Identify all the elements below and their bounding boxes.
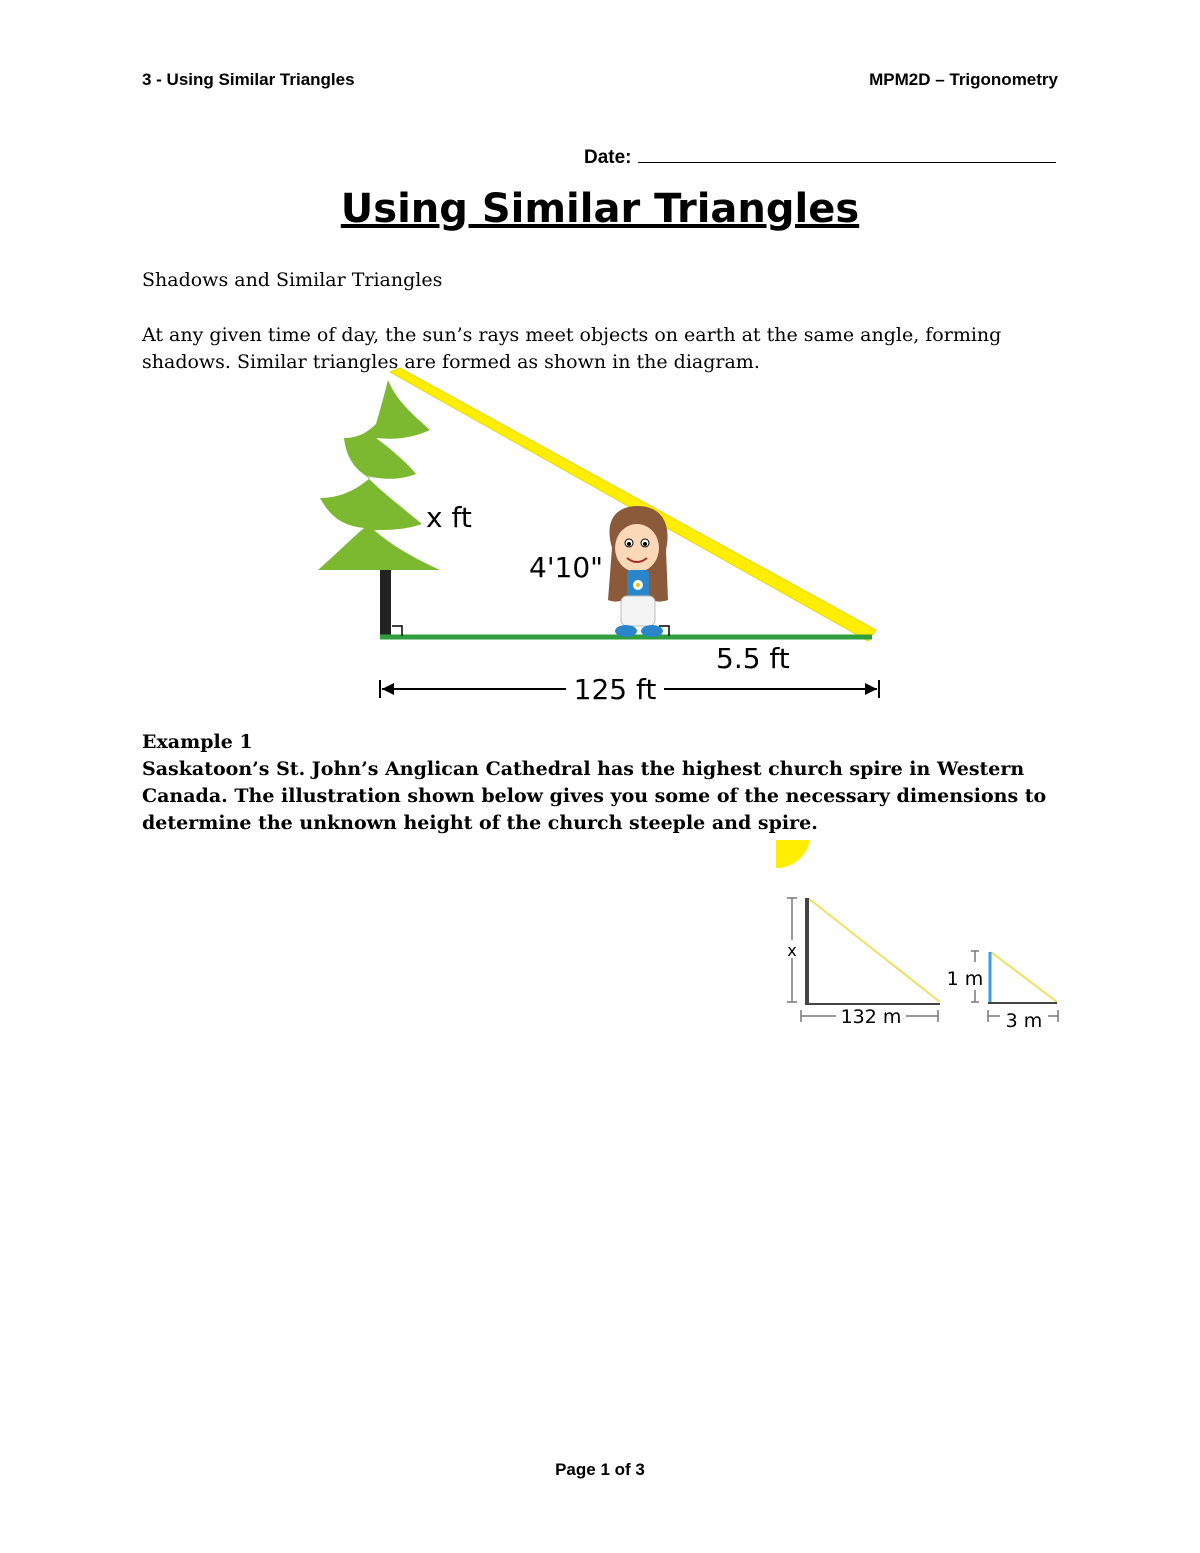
shadow-diagram (0, 0, 1200, 720)
tree-icon (318, 380, 440, 570)
footer-prefix: Page (555, 1460, 601, 1479)
girl-shadow-label: 5.5 ft (716, 642, 790, 675)
footer-middle: of (609, 1460, 636, 1479)
tree-shadow-label: 125 ft (573, 673, 657, 706)
page-title: Using Similar Triangles (340, 186, 860, 232)
stick-ray (991, 952, 1057, 1002)
footer-current-page: 1 (600, 1460, 610, 1479)
spire-shadow-label: 132 m (840, 1006, 902, 1028)
date-label: Date: (584, 147, 632, 168)
stick-shadow-label: 3 m (1005, 1010, 1043, 1032)
spire-height-label: x (787, 941, 797, 960)
page-footer (0, 1460, 1200, 1480)
header-left: 3 - Using Similar Triangles (142, 70, 355, 89)
footer-total-pages: 3 (635, 1460, 645, 1479)
tree-trunk (380, 570, 391, 636)
intro-paragraph: At any given time of day, the sun’s rays meet objects on earth at the same angle, forming shadows. Similar triangles are formed as shown in the diagram. (142, 324, 1002, 373)
girl-height-label: 4'10" (529, 551, 604, 584)
header-right: MPM2D – Trigonometry (869, 70, 1058, 89)
example-label: Example 1 (142, 731, 253, 753)
stick-height-label: 1 m (946, 968, 984, 990)
example-text: Saskatoon’s St. John’s Anglican Cathedral has the highest church spire in Western Canada. The illustration shown below gives you some of the necessary dimensions to determine the unknown height of the church steeple and spire. (142, 758, 1047, 834)
girl-icon (608, 506, 668, 637)
spire-diagram (760, 830, 1080, 1040)
tree-height-label: x ft (426, 501, 472, 534)
sun-icon (776, 840, 810, 868)
spire-ray (808, 898, 940, 1002)
section-subtitle: Shadows and Similar Triangles (142, 269, 443, 291)
